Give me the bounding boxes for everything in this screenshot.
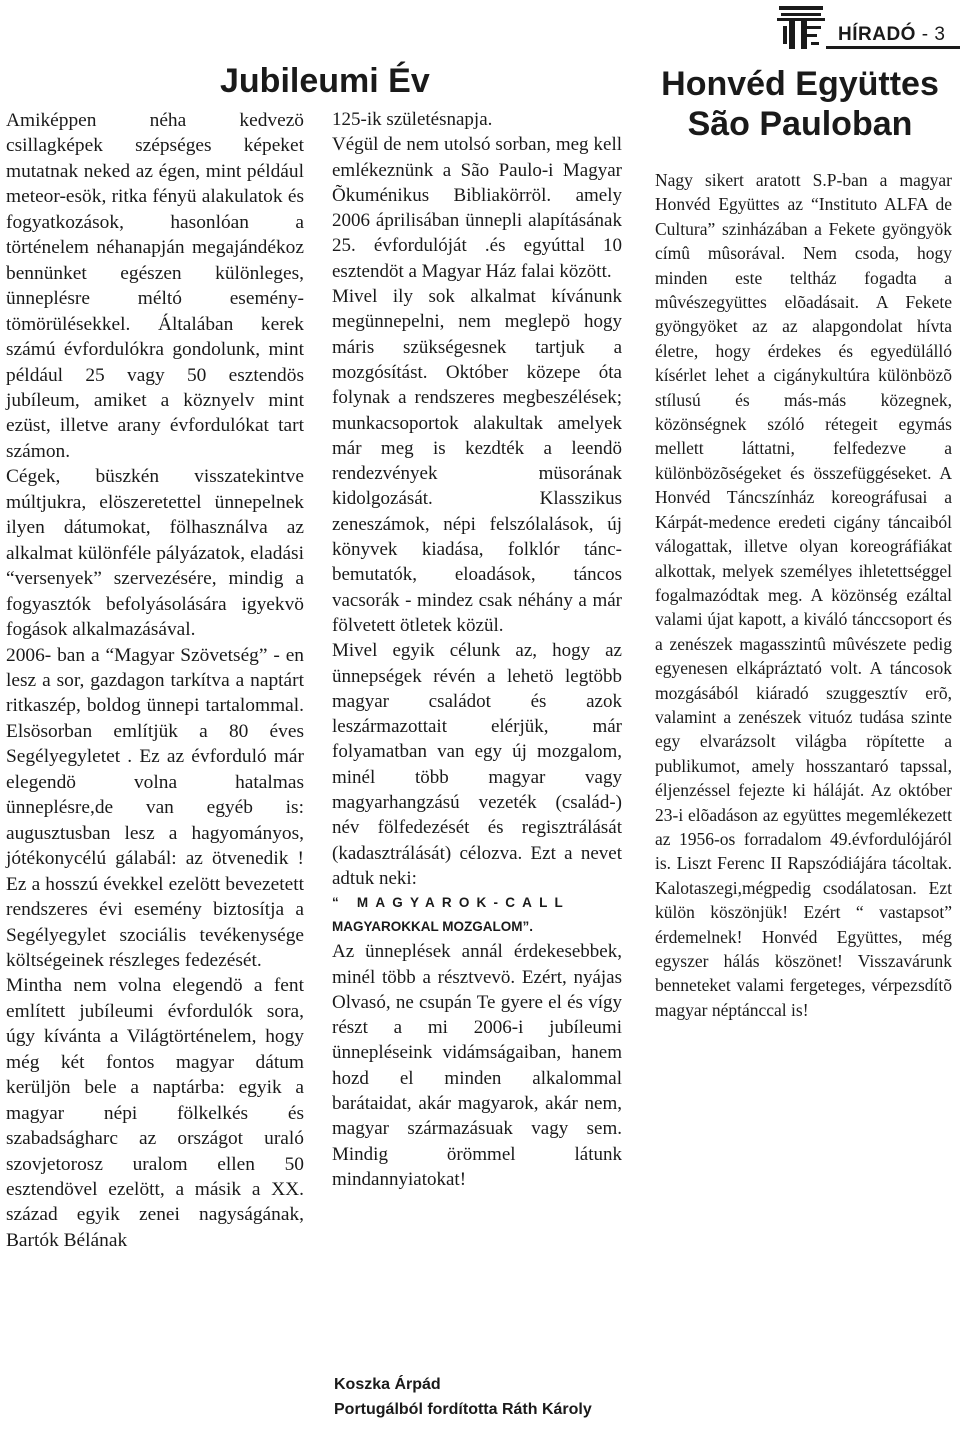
article1-paragraph: Cégek, büszkén visszatekintve múltjukra, elöszeretettel ünnepelnek ilyen dátumokat, fölhasználva az alkalmat különféle pályázatok, eladási “versenyek” szervezésére, mindig a fogyasztók befolyásolására igyekvö fogások alkalmazásával. xyxy=(6,466,304,641)
article-title-honved: Honvéd Együttes São Pauloban xyxy=(661,65,939,143)
page-number: 3 xyxy=(934,24,946,45)
article1-paragraph: Mintha nem volna elegendö a fent említett jubíleumi évfordulók sora, úgy kívánta a Világtörténelem, hogy még két fontos magyar dátum kerüljön bele a naptárba: egyik a magyar népi fölkelkés és szabadságharc az országot uraló szovjetorosz uralom ellen 50 esztendövel ezelött, a másik a XX. század egyik zenei nagyságának, Bartók Bélának xyxy=(6,975,304,1251)
movement-slogan xyxy=(332,891,622,939)
article-title-jubileumi: Jubileumi Év xyxy=(220,62,430,100)
section-separator: - xyxy=(915,24,935,45)
header-rule xyxy=(826,46,960,49)
translator-credit: Portugálból fordította Ráth Károly xyxy=(334,1401,592,1418)
article2-column xyxy=(655,168,952,1022)
publication-logo xyxy=(775,4,827,52)
article1-paragraph: Végül de nem utolsó sorban, meg kell emlékeznünk a São Paulo-i Magyar Õkuménikus Bibliakörröl. amely 2006 áprilisában ünnepli alapításának 25. évfordulóját .és egyúttal 10 esztendöt a Magyar Ház falai között. xyxy=(332,134,622,282)
article1-paragraph: 125-ik születésnapja. xyxy=(332,109,493,130)
article1-paragraph: 2006- ban a “Magyar Szövetség” - en lesz a sor, gazdagon tarkítva a naptárt ritkaszép, boldog ünnepi tartalommal. Elsösorban említjük a 80 éves Segélyegyletet . Ez az évforduló már elegendö volna hatalmas ünneplésre,de van egyéb is: augusztusban lesz a hagyományos, jótékonycélú gálabál: az ötvenedik ! Ez a hosszú évekkel ezelött bevezetett rendszeres évi esemény biztosítja a Segélyegylet szociális tevékenysége költségeinek részleges fedezését. xyxy=(6,644,304,971)
article1-paragraph: Az ünneplések annál érdekesebbek, minél több a résztvevö. Ezért, nyájas Olvasó, ne csupán Te gyere el és vígy részt a mi 2006-i jubíleumi ünnepléseink vidámságaiban, hanem hozd el minden alkalommal barátaidat, akár magyarok, akár nem, magyar származásuak vagy sem. Mindig örömmel látunk mindannyiatokat! xyxy=(332,941,622,1190)
author-name: Koszka Árpád xyxy=(334,1376,441,1393)
article2-paragraph: Nagy sikert aratott S.P-ban a magyar Honvéd Együttes az “Instituto ALFA de Cultura” szinházában a Fekete gyöngyök címû mûsorával. Nem csoda, hogy minden este teltház fogadta a mûvészegyüttes elõadásait. A Fekete gyöngyöket az az alapgondolat hívta életre, hogy érdekes és egyedülálló kísérlet lehet a cigánykultúra különbözõ stílusú és más-más közegnek, közönségnek szóló rétegeit egymás mellett láttatni, felfedezve a különbözõségeket és összefüggéseket. A Honvéd Táncszínház koreográfusai a Kárpát-medence eredeti cigány táncaiból válogattak, illetve olyan koreográfiákat alkottak, melyek személyes ihletettséggel fogalmazódtak meg. A közönség ezáltal valami újat kapott, a kiváló tánccsoport és a zenészek magasszintû mûvészete pedig egyenesen elkápráztató volt. A táncosok mozgásából kiáradó szuggesztív erõ, valamint a zenészek vituóz tudása szinte egy elvarázsolt világba röpítette a publikumot, amely hosszantaró tapssal, éljenzéssel fejezte ki háláját. Az október 23-i elõadáson az együttes megemlékezett az 1956-os forradalom 49.évfordulójáról is. Liszt Ferenc II Rapszódiájára tácoltak. Kalotaszegi,mégpedig csodálatosan. Ezt külön köszönjük! Ezért “ vastapsot” érdemelnek! Honvéd Együttes, még egyszer hálás köszönet! Visszavárunk benneteket valami fergeteges, vérpezsdítõ magyar néptánccal is! xyxy=(655,170,952,1020)
slogan-line-1: “ MAGYAROK-CALL xyxy=(332,895,570,911)
slogan-line-2: MAGYAROKKAL MOZGALOM”. xyxy=(332,919,533,935)
article1-paragraph: Amiképpen néha kedvezö csillagképek szépséges képeket mutatnak neked az égen, mint például meteor-esök, ritka fényü alakulatok és fogyatkozások, hasonlóan a történelem néhanapján megajándékoz bennünket egészen különleges, ünneplésre méltó esemény-tömörülésekkel. Általában kerek számú évfordulókra gondolunk, mint például 25 vagy 50 esztendös jubíleum, amiket a köznyelv mint ezüst, illetve arany évfordulókat tart számon. xyxy=(6,110,304,462)
article1-paragraph: Mivel ily sok alkalmat kívánunk megünnepelni, nem meglepö hogy máris szükségesnek tartjuk a mozgósítást. Október közepe óta folynak a rendszeres megbeszélések; munkacsoportok alakultak amelyek már meg is kezdték a leendö rendezvények müsorának kidolgozását. Klasszikus zeneszámok, népi felszólalások, új könyvek kiadása, folklór tánc-bemutatók, eloadások, táncos vacsorák - mindez csak néhány a már fölvetett ötletek közül. xyxy=(332,286,622,636)
article1-paragraph: Mivel egyik célunk az, hogy az ünnepségek révén a lehetö legtöbb magyar családot és azok leszármazottait elérjük, már folyamatban van egy új mozgalom, minél több magyar vagy magyarhangzású vezeték (család-) név fölfedezését és regisztrálását (kadasztrálását) célozva. Ezt a nevet adtuk neki: xyxy=(332,640,622,889)
section-name: HÍRADÓ xyxy=(838,24,916,45)
article1-column-1 xyxy=(6,108,304,1253)
section-header xyxy=(838,24,945,46)
article1-column-2 xyxy=(332,107,622,1192)
